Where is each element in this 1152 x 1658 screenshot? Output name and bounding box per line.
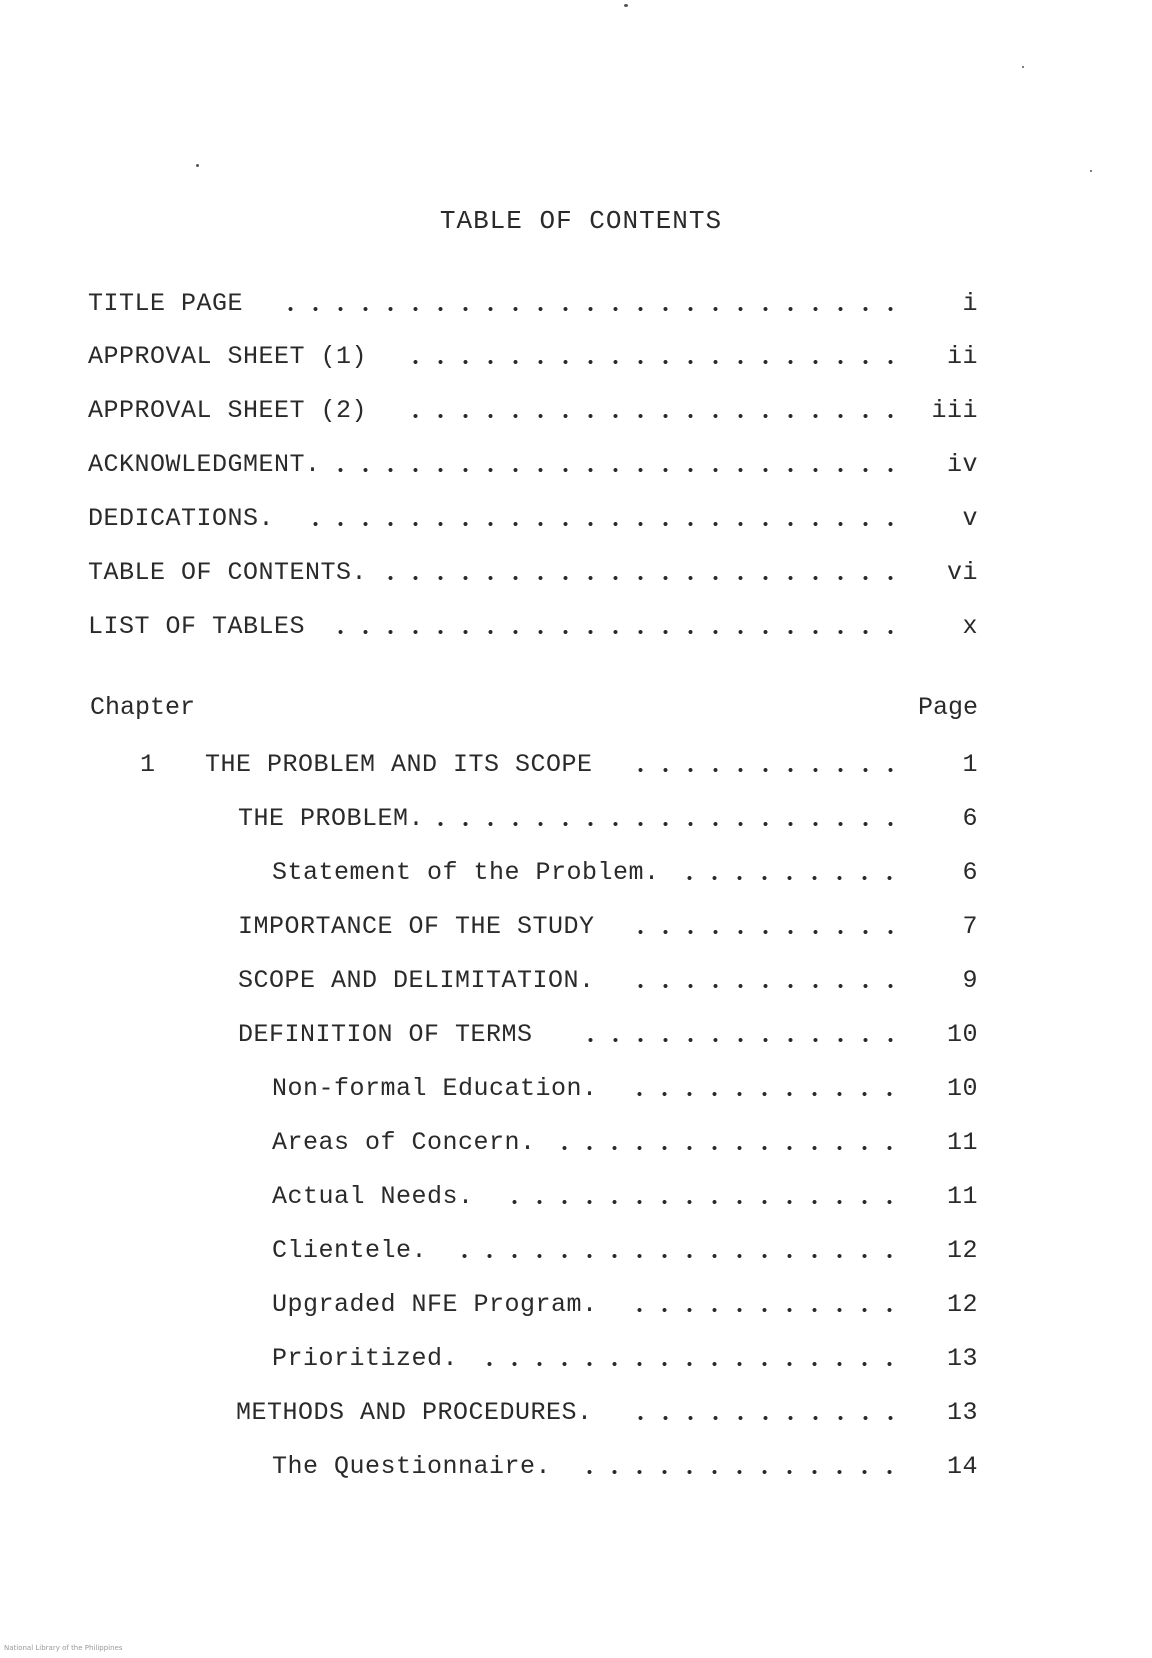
toc-page: 11 xyxy=(946,1128,978,1157)
toc-row xyxy=(88,556,978,590)
dot-leader xyxy=(684,876,902,880)
dot-leader xyxy=(383,576,903,580)
toc-row xyxy=(272,1234,978,1268)
toc-label: TITLE PAGE xyxy=(88,289,244,318)
toc-label: Non-formal Education. xyxy=(272,1074,598,1103)
toc-label: IMPORTANCE OF THE STUDY xyxy=(238,912,595,941)
toc-label: APPROVAL SHEET (1) xyxy=(88,342,368,371)
toc-label: SCOPE AND DELIMITATION. xyxy=(238,966,595,995)
chapter-number: 1 xyxy=(140,750,156,779)
toc-row xyxy=(88,610,978,644)
toc-label: LIST OF TABLES xyxy=(88,612,306,641)
dot-leader xyxy=(627,1092,902,1096)
toc-row xyxy=(272,1288,978,1322)
toc-page: iii xyxy=(931,396,978,425)
dot-leader xyxy=(631,1416,903,1420)
toc-page: 12 xyxy=(946,1290,978,1319)
toc-row xyxy=(238,910,978,944)
toc-page: 6 xyxy=(962,804,978,833)
chapter-column-header: Chapter xyxy=(90,693,196,722)
toc-page: 10 xyxy=(946,1074,978,1103)
toc-label: ACKNOWLEDGMENT. xyxy=(88,450,321,479)
toc-row xyxy=(88,287,978,321)
toc-page: 12 xyxy=(946,1236,978,1265)
toc-label: METHODS AND PROCEDURES. xyxy=(236,1398,593,1427)
toc-page: v xyxy=(962,504,978,533)
toc-label: Upgraded NFE Program. xyxy=(272,1290,598,1319)
toc-label: Prioritized. xyxy=(272,1344,459,1373)
dot-leader xyxy=(630,768,903,772)
toc-row xyxy=(238,802,978,836)
toc-row xyxy=(88,448,978,482)
scan-speck xyxy=(196,164,199,167)
toc-label: Statement of the Problem. xyxy=(272,858,660,887)
dot-leader xyxy=(557,1146,902,1150)
dot-leader xyxy=(273,307,903,311)
dot-leader xyxy=(484,1362,902,1366)
scan-speck xyxy=(1022,66,1024,68)
chapter-title: THE PROBLEM AND ITS SCOPE xyxy=(205,750,593,779)
dot-leader xyxy=(438,822,903,826)
toc-row xyxy=(272,1180,978,1214)
toc-label: THE PROBLEM. xyxy=(238,804,425,833)
dot-leader xyxy=(452,1254,902,1258)
scan-speck xyxy=(624,4,628,7)
toc-page: x xyxy=(962,612,978,641)
dot-leader xyxy=(298,522,903,526)
toc-page: iv xyxy=(946,450,978,479)
toc-page: vi xyxy=(946,558,978,587)
dot-leader xyxy=(336,630,903,634)
toc-page: 9 xyxy=(962,966,978,995)
toc-row xyxy=(238,1018,978,1052)
toc-label: DEFINITION OF TERMS xyxy=(238,1020,533,1049)
dot-leader xyxy=(398,360,903,364)
dot-leader xyxy=(336,468,903,472)
toc-row xyxy=(236,1396,978,1430)
dot-leader xyxy=(573,1038,903,1042)
toc-page: i xyxy=(962,289,978,318)
toc-row xyxy=(88,394,978,428)
dot-leader xyxy=(622,1308,902,1312)
toc-page: 1 xyxy=(962,750,978,779)
dot-leader xyxy=(633,984,903,988)
toc-page: ii xyxy=(946,342,978,371)
toc-page: 7 xyxy=(962,912,978,941)
scan-footer: National Library of the Philippines xyxy=(4,1644,123,1652)
page-column-header: Page xyxy=(917,693,978,722)
toc-row xyxy=(272,1126,978,1160)
dot-leader xyxy=(502,1200,902,1204)
page-title: TABLE OF CONTENTS xyxy=(439,206,723,236)
toc-label: Clientele. xyxy=(272,1236,428,1265)
toc-page: 13 xyxy=(946,1398,978,1427)
scan-speck xyxy=(1090,170,1092,172)
toc-row xyxy=(272,1450,978,1484)
toc-page: 14 xyxy=(946,1452,978,1481)
toc-row xyxy=(238,964,978,998)
toc-page: 13 xyxy=(946,1344,978,1373)
toc-label: The Questionnaire. xyxy=(272,1452,552,1481)
toc-row xyxy=(272,1342,978,1376)
toc-row xyxy=(88,340,978,374)
dot-leader xyxy=(577,1470,902,1474)
toc-page: 6 xyxy=(962,858,978,887)
toc-label: TABLE OF CONTENTS. xyxy=(88,558,368,587)
toc-row xyxy=(272,856,978,890)
toc-label: APPROVAL SHEET (2) xyxy=(88,396,368,425)
toc-label: Actual Needs. xyxy=(272,1182,474,1211)
chapter-row xyxy=(205,748,978,782)
toc-label: DEDICATIONS. xyxy=(88,504,275,533)
toc-page: 11 xyxy=(946,1182,978,1211)
toc-row xyxy=(88,502,978,536)
dot-leader xyxy=(633,930,903,934)
toc-page: 10 xyxy=(946,1020,978,1049)
toc-row xyxy=(272,1072,978,1106)
toc-label: Areas of Concern. xyxy=(272,1128,536,1157)
dot-leader xyxy=(398,414,903,418)
